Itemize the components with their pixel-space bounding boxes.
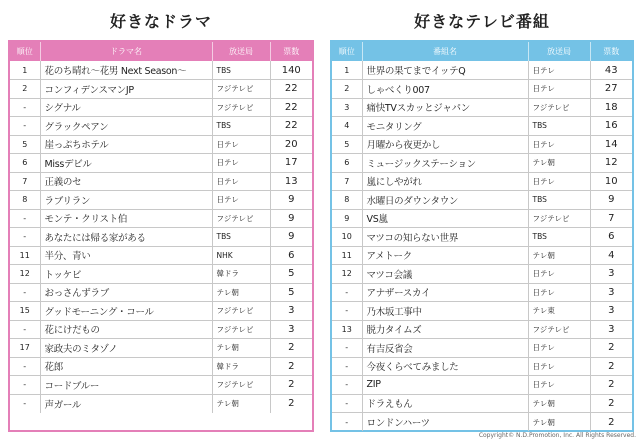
title-cell: 花郎 xyxy=(40,357,212,376)
title-cell: 月曜から夜更かし xyxy=(362,135,528,154)
title-cell: 崖っぷちホテル xyxy=(40,135,212,154)
title-cell: アメトーク xyxy=(362,246,528,265)
tv-program-ranking-table xyxy=(332,42,632,431)
copyright-notice: Copyright© N.D.Promotion, Inc. All Rights Reserved. xyxy=(478,432,636,439)
station-cell: フジテレビ xyxy=(212,302,270,321)
votes-cell: 5 xyxy=(270,265,312,284)
rank-cell: - xyxy=(332,394,362,413)
table-row xyxy=(10,246,312,265)
table-row xyxy=(10,394,312,413)
title-cell: ロンドンハーツ xyxy=(362,413,528,432)
station-cell: 日テレ xyxy=(528,283,590,302)
votes-cell: 20 xyxy=(270,135,312,154)
table-row xyxy=(332,117,632,136)
table-row xyxy=(10,339,312,358)
station-cell: フジテレビ xyxy=(212,376,270,395)
station-cell: 韓ドラ xyxy=(212,357,270,376)
header-station: 放送局 xyxy=(212,42,270,61)
station-cell: NHK xyxy=(212,246,270,265)
station-cell: 日テレ xyxy=(528,61,590,80)
rank-cell: - xyxy=(10,394,40,413)
votes-cell: 9 xyxy=(590,191,632,210)
table-row xyxy=(332,98,632,117)
votes-cell: 5 xyxy=(270,283,312,302)
drama-ranking-frame xyxy=(8,40,314,432)
station-cell: TBS xyxy=(212,117,270,136)
station-cell: テレ朝 xyxy=(528,246,590,265)
station-cell: フジテレビ xyxy=(212,320,270,339)
title-cell: ミュージックステーション xyxy=(362,154,528,173)
station-cell: テレ朝 xyxy=(212,339,270,358)
title-cell: モニタリング xyxy=(362,117,528,136)
drama-ranking-title: 好きなドラマ xyxy=(109,12,212,31)
station-cell: 日テレ xyxy=(212,191,270,210)
rank-cell: - xyxy=(332,413,362,432)
rank-cell: 12 xyxy=(332,265,362,284)
votes-cell: 13 xyxy=(270,172,312,191)
votes-cell: 10 xyxy=(590,172,632,191)
rank-cell: 1 xyxy=(332,61,362,80)
station-cell: 日テレ xyxy=(528,80,590,99)
rank-cell: 8 xyxy=(332,191,362,210)
rank-cell: - xyxy=(332,283,362,302)
station-cell: 日テレ xyxy=(528,135,590,154)
title-cell: シグナル xyxy=(40,98,212,117)
table-row xyxy=(10,283,312,302)
station-cell: 日テレ xyxy=(528,265,590,284)
header-votes: 票数 xyxy=(590,42,632,61)
votes-cell: 2 xyxy=(590,357,632,376)
votes-cell: 2 xyxy=(270,357,312,376)
rank-cell: - xyxy=(10,357,40,376)
station-cell: フジテレビ xyxy=(212,80,270,99)
title-cell: 声ガール xyxy=(40,394,212,413)
title-cell: 今夜くらべてみました xyxy=(362,357,528,376)
rank-cell: 17 xyxy=(10,339,40,358)
rank-cell: 12 xyxy=(10,265,40,284)
votes-cell: 3 xyxy=(590,283,632,302)
rank-cell: 5 xyxy=(332,135,362,154)
rank-cell: 7 xyxy=(332,172,362,191)
table-row xyxy=(332,413,632,432)
table-row xyxy=(332,339,632,358)
table-row xyxy=(10,376,312,395)
title-cell: 花のち晴れ〜花男 Next Season〜 xyxy=(40,61,212,80)
tv-program-ranking-frame xyxy=(330,40,634,432)
title-cell: 嵐にしやがれ xyxy=(362,172,528,191)
rank-cell: - xyxy=(10,98,40,117)
station-cell: テレ朝 xyxy=(212,283,270,302)
votes-cell: 9 xyxy=(270,191,312,210)
title-cell: 花にけだもの xyxy=(40,320,212,339)
table-row xyxy=(10,357,312,376)
station-cell: テレ朝 xyxy=(528,154,590,173)
station-cell: TBS xyxy=(528,228,590,247)
station-cell: 日テレ xyxy=(212,172,270,191)
table-row xyxy=(332,80,632,99)
title-cell: Missデビル xyxy=(40,154,212,173)
votes-cell: 18 xyxy=(590,98,632,117)
rank-cell: - xyxy=(10,117,40,136)
rank-cell: - xyxy=(10,320,40,339)
votes-cell: 9 xyxy=(270,228,312,247)
votes-cell: 22 xyxy=(270,80,312,99)
table-row xyxy=(332,320,632,339)
header-votes: 票数 xyxy=(270,42,312,61)
drama-ranking-table xyxy=(10,42,312,413)
station-cell: テレ朝 xyxy=(528,413,590,432)
table-row xyxy=(332,394,632,413)
rank-cell: 11 xyxy=(10,246,40,265)
station-cell: 日テレ xyxy=(528,339,590,358)
rank-cell: - xyxy=(332,302,362,321)
header-station: 放送局 xyxy=(528,42,590,61)
title-cell: 痛快TVスカッとジャパン xyxy=(362,98,528,117)
station-cell: TBS xyxy=(528,117,590,136)
station-cell: フジテレビ xyxy=(212,98,270,117)
title-cell: ラブリラン xyxy=(40,191,212,210)
votes-cell: 22 xyxy=(270,117,312,136)
rank-cell: - xyxy=(10,376,40,395)
rank-cell: 6 xyxy=(10,154,40,173)
title-cell: しゃべくり007 xyxy=(362,80,528,99)
table-row xyxy=(10,61,312,80)
tv-program-ranking-title: 好きなテレビ番組 xyxy=(414,12,550,31)
title-cell: 世界の果てまでイッテQ xyxy=(362,61,528,80)
rank-cell: 13 xyxy=(332,320,362,339)
title-cell: 家政夫のミタゾノ xyxy=(40,339,212,358)
title-cell: ドラえもん xyxy=(362,394,528,413)
station-cell: 日テレ xyxy=(528,172,590,191)
votes-cell: 4 xyxy=(590,246,632,265)
votes-cell: 2 xyxy=(288,398,295,409)
votes-cell: 6 xyxy=(270,246,312,265)
title-cell: マツコ会議 xyxy=(362,265,528,284)
rank-cell: 10 xyxy=(332,228,362,247)
tv-program-ranking-rows xyxy=(332,61,632,431)
table-row xyxy=(332,302,632,321)
table-row xyxy=(332,191,632,210)
rank-cell: 6 xyxy=(332,154,362,173)
votes-cell: 2 xyxy=(270,339,312,358)
drama-ranking-rows xyxy=(10,61,312,413)
rank-cell: - xyxy=(10,209,40,228)
title-cell: 水曜日のダウンタウン xyxy=(362,191,528,210)
rank-cell: 2 xyxy=(10,80,40,99)
table-row xyxy=(10,265,312,284)
votes-cell: 27 xyxy=(590,80,632,99)
title-cell: グッドモーニング・コール xyxy=(40,302,212,321)
votes-cell: 17 xyxy=(270,154,312,173)
title-cell: コードブルー xyxy=(40,376,212,395)
station-cell: フジテレビ xyxy=(212,209,270,228)
table-row xyxy=(332,283,632,302)
rank-cell: - xyxy=(332,339,362,358)
title-cell: VS嵐 xyxy=(362,209,528,228)
title-cell: あなたには帰る家がある xyxy=(40,228,212,247)
votes-cell: 2 xyxy=(590,376,632,395)
station-cell: 日テレ xyxy=(212,135,270,154)
title-cell: 乃木坂工事中 xyxy=(362,302,528,321)
rank-cell: 4 xyxy=(332,117,362,136)
votes-cell: 2 xyxy=(590,339,632,358)
votes-cell: 3 xyxy=(590,302,632,321)
votes-cell: 140 xyxy=(270,61,312,80)
station-cell: フジテレビ xyxy=(528,98,590,117)
rank-cell: 3 xyxy=(332,98,362,117)
votes-cell: 2 xyxy=(270,376,312,395)
station-cell: 韓ドラ xyxy=(212,265,270,284)
rank-cell: 11 xyxy=(332,246,362,265)
station-cell: 日テレ xyxy=(528,376,590,395)
station-cell: TBS xyxy=(212,61,270,80)
votes-cell: 14 xyxy=(590,135,632,154)
station-cell: 日テレ xyxy=(212,154,270,173)
header-title: ドラマ名 xyxy=(40,42,212,61)
header-rank: 順位 xyxy=(10,42,40,61)
table-row xyxy=(10,302,312,321)
votes-cell: 3 xyxy=(590,265,632,284)
votes-cell: 22 xyxy=(270,98,312,117)
title-cell: コンフィデンスマンJP xyxy=(40,80,212,99)
title-cell: 正義のセ xyxy=(40,172,212,191)
table-row xyxy=(332,376,632,395)
table-row xyxy=(10,154,312,173)
votes-cell: 6 xyxy=(590,228,632,247)
title-cell: マツコの知らない世界 xyxy=(362,228,528,247)
table-row xyxy=(332,154,632,173)
title-cell: モンテ・クリスト伯 xyxy=(40,209,212,228)
title-cell: おっさんずラブ xyxy=(40,283,212,302)
table-row xyxy=(332,135,632,154)
table-row xyxy=(10,80,312,99)
table-row xyxy=(332,209,632,228)
table-row xyxy=(332,172,632,191)
title-cell: 有吉反省会 xyxy=(362,339,528,358)
header-rank: 順位 xyxy=(332,42,362,61)
title-cell: グラックペアン xyxy=(40,117,212,136)
table-row xyxy=(332,246,632,265)
votes-cell: 43 xyxy=(590,61,632,80)
station-cell: フジテレビ xyxy=(528,209,590,228)
table-row xyxy=(332,357,632,376)
rank-cell: - xyxy=(332,376,362,395)
rank-cell: 2 xyxy=(332,80,362,99)
station-cell: TBS xyxy=(528,191,590,210)
station-cell: テレ朝 xyxy=(528,394,590,413)
station-cell: TBS xyxy=(212,228,270,247)
title-cell: トッケビ xyxy=(40,265,212,284)
table-row xyxy=(332,228,632,247)
table-row xyxy=(10,320,312,339)
table-row xyxy=(10,209,312,228)
header-title: 番組名 xyxy=(362,42,528,61)
rank-cell: 1 xyxy=(10,61,40,80)
rank-cell: 8 xyxy=(10,191,40,210)
rank-cell: - xyxy=(332,357,362,376)
table-row xyxy=(332,265,632,284)
votes-cell: 12 xyxy=(590,154,632,173)
table-row xyxy=(332,61,632,80)
table-row xyxy=(10,117,312,136)
title-cell: ZIP xyxy=(362,376,528,395)
rank-cell: 7 xyxy=(10,172,40,191)
rank-cell: 5 xyxy=(10,135,40,154)
table-row xyxy=(10,228,312,247)
votes-cell: 9 xyxy=(270,209,312,228)
table-row xyxy=(10,172,312,191)
votes-cell: 3 xyxy=(270,320,312,339)
votes-cell: 3 xyxy=(590,320,632,339)
rank-cell: - xyxy=(10,283,40,302)
votes-cell: 2 xyxy=(590,394,632,413)
rank-cell: 15 xyxy=(10,302,40,321)
table-header-row xyxy=(332,42,632,61)
table-row xyxy=(10,135,312,154)
table-header-row xyxy=(10,42,312,61)
title-cell: 半分、青い xyxy=(40,246,212,265)
station-cell: 日テレ xyxy=(528,357,590,376)
title-cell: 脱力タイムズ xyxy=(362,320,528,339)
votes-cell: 16 xyxy=(590,117,632,136)
title-cell: アナザースカイ xyxy=(362,283,528,302)
table-row xyxy=(10,98,312,117)
votes-cell: 3 xyxy=(270,302,312,321)
rank-cell: 9 xyxy=(332,209,362,228)
station-cell: テレ朝 xyxy=(212,394,270,413)
votes-cell: 7 xyxy=(590,209,632,228)
rank-cell: - xyxy=(10,228,40,247)
station-cell: テレ東 xyxy=(528,302,590,321)
votes-cell: 2 xyxy=(608,416,615,428)
station-cell: フジテレビ xyxy=(528,320,590,339)
table-row xyxy=(10,191,312,210)
